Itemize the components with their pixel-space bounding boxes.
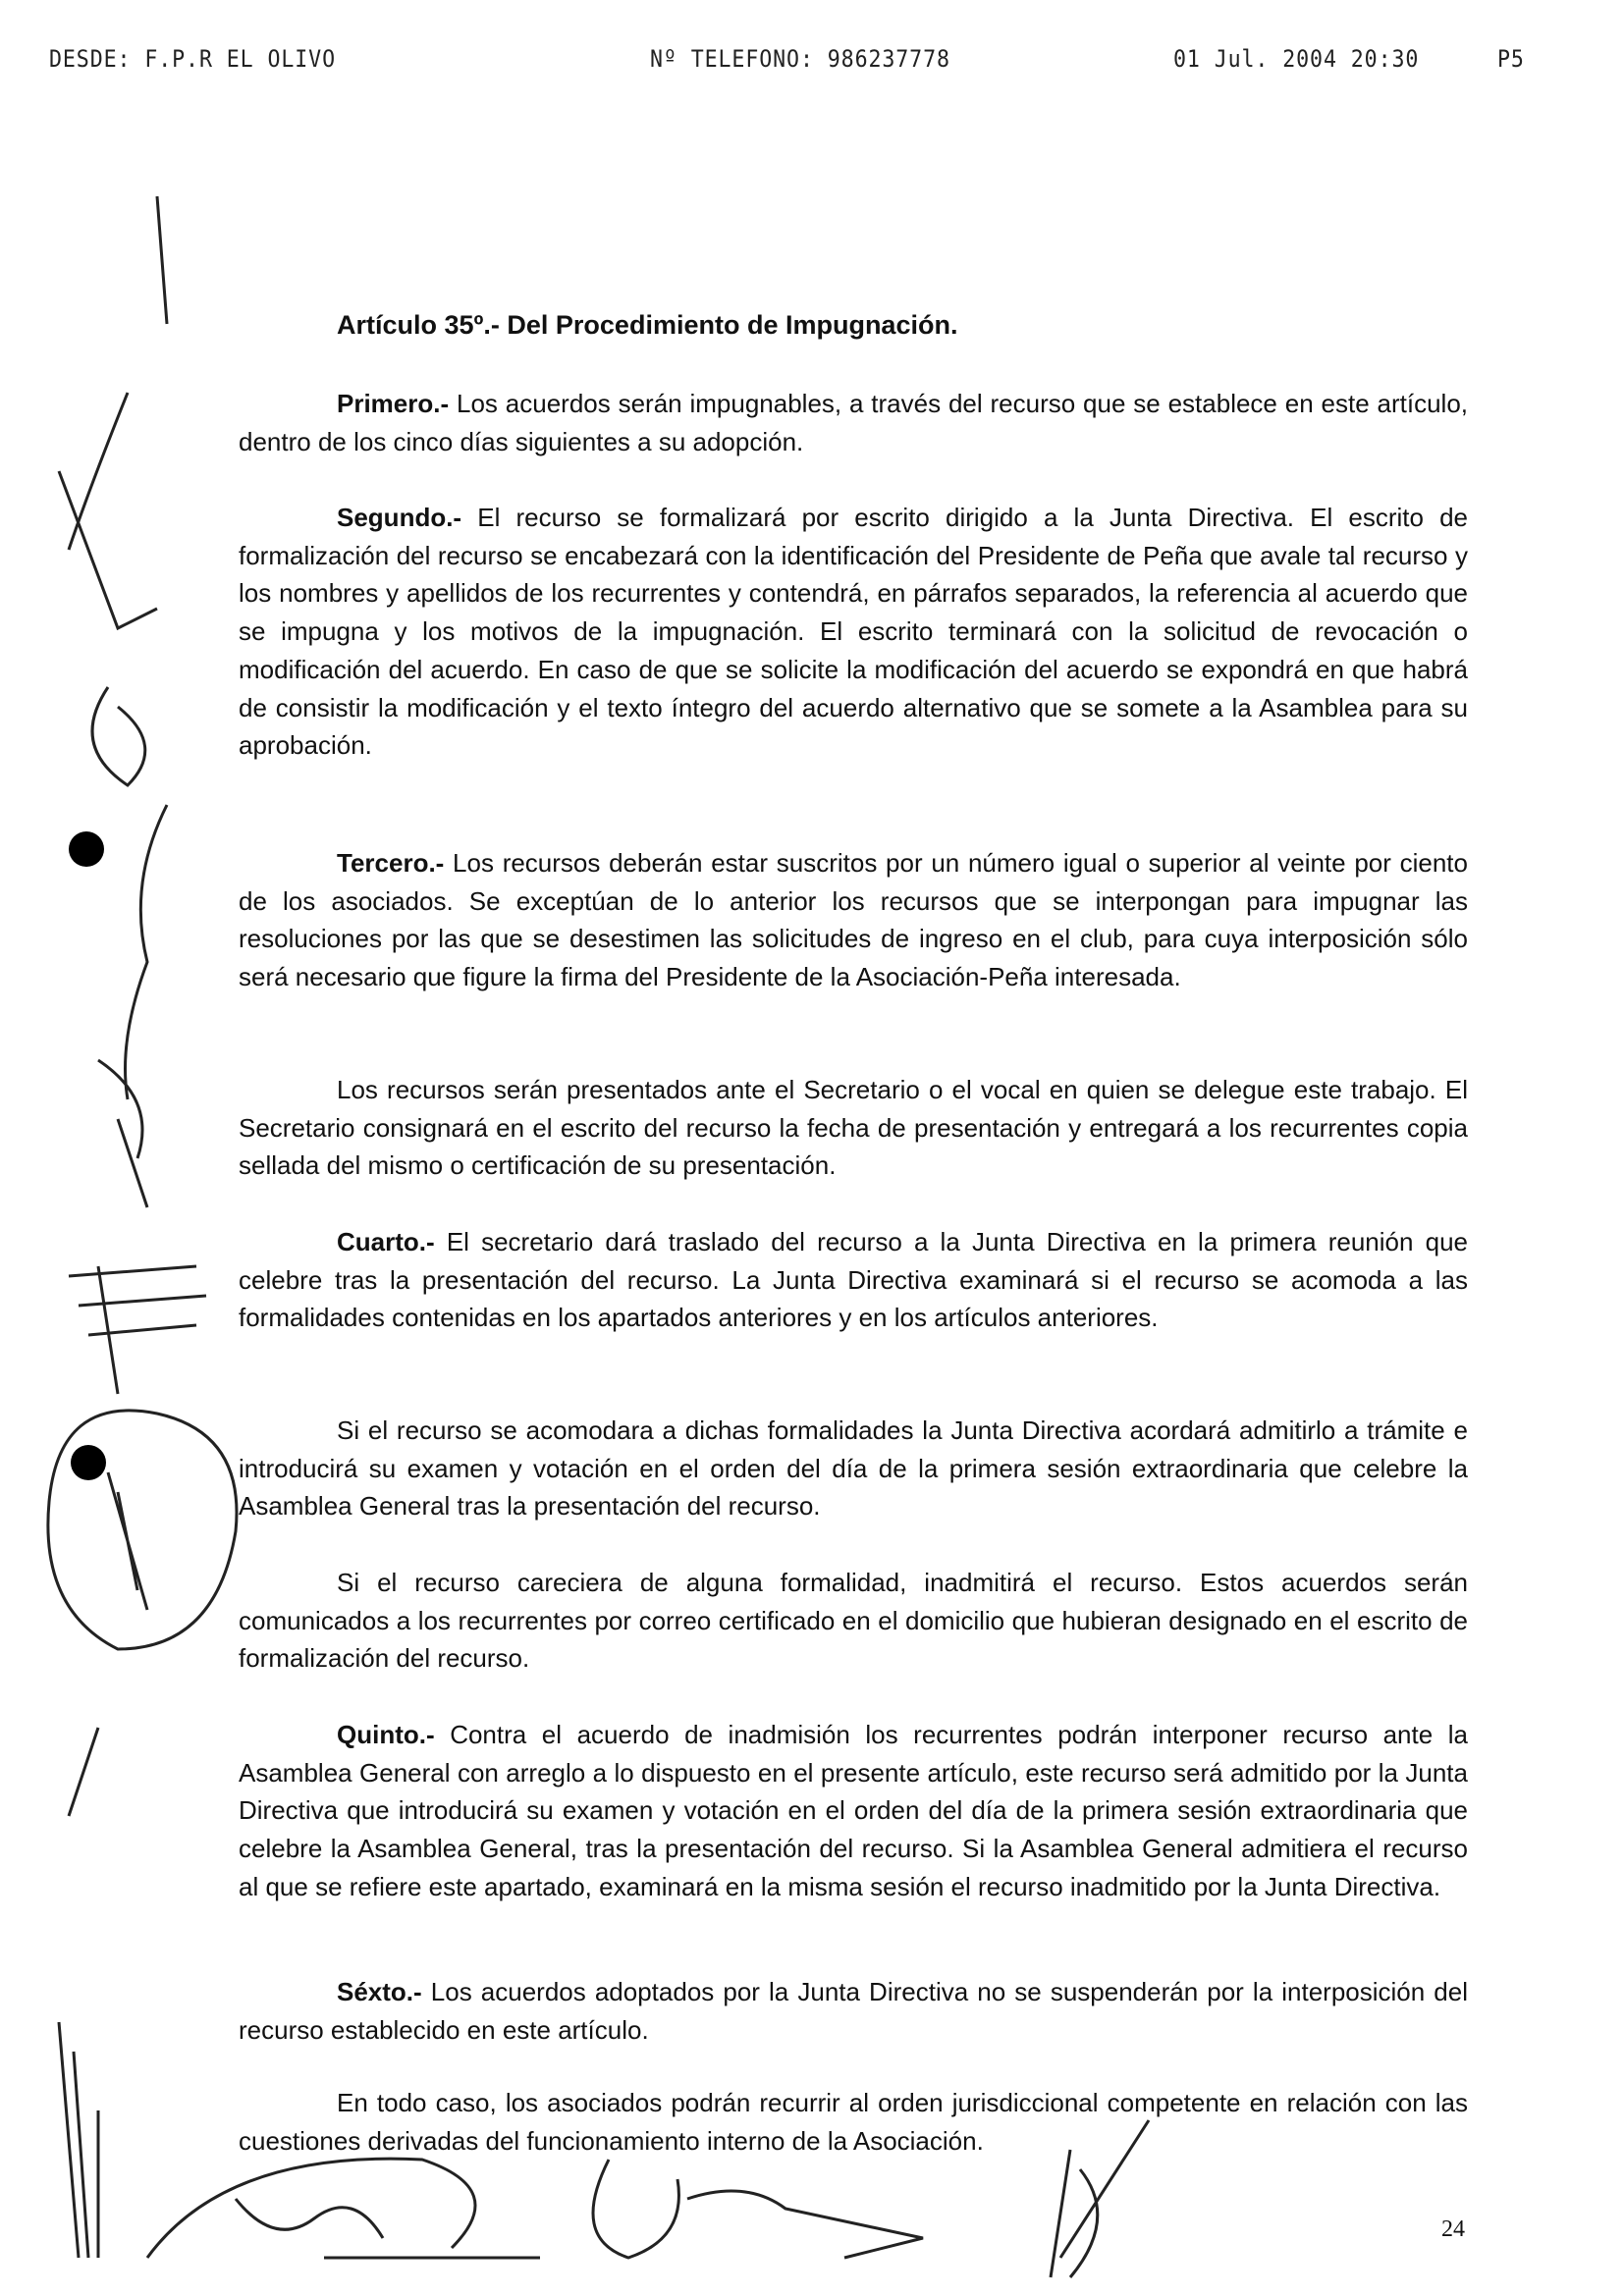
bottom-signature-middle: [593, 2160, 923, 2258]
margin-signature-3: [69, 1266, 206, 1394]
paragraph-tercero: [239, 844, 1468, 996]
paragraph-presentacion: [239, 1071, 1468, 1185]
text: El secretario dará traslado del recurso a la Junta Directiva en la primera reunión que celebre tras la presentación del recurso. La Junta Directiva examinará si el recurso se acomoda a las formalidades contenidas en los apartados anteriores y en los artículos anteriores.: [239, 1227, 1468, 1333]
text: Los recursos serán presentados ante el Secretario o el vocal en quien se delegue este trabajo. El Secretario consignará en el escrito del recurso la fecha de presentación y entregará a los recurrentes copia sellada del mismo o certificación de su presentación.: [239, 1075, 1468, 1181]
paragraph-admision: [239, 1412, 1468, 1525]
margin-signature-2: [98, 805, 167, 1207]
punch-hole-1: [69, 831, 104, 867]
punch-hole-2: [71, 1445, 106, 1480]
lead: Cuarto.-: [337, 1227, 435, 1256]
fax-datetime: 01 Jul. 2004 20:30: [1173, 45, 1420, 73]
text: Los acuerdos serán impugnables, a través del recurso que se establece en este artículo, dentro de los cinco días siguientes a su adopción.: [239, 389, 1468, 456]
margin-signature-4: [48, 1411, 237, 1816]
margin-signature-1: [59, 196, 167, 785]
text: Si el recurso se acomodara a dichas formalidades la Junta Directiva acordará admitirlo a trámite e introducirá su examen y votación en el orden del día de la primera sesión extraordinaria que celebre la Asamblea General tras la presentación del recurso.: [239, 1415, 1468, 1522]
lead: Primero.-: [337, 389, 450, 418]
fax-page: P5: [1497, 45, 1525, 73]
paragraph-cuarto: [239, 1223, 1468, 1337]
text: En todo caso, los asociados podrán recurrir al orden jurisdiccional competente en relación con las cuestiones derivadas del funcionamiento interno de la Asociación.: [239, 2088, 1468, 2156]
text: Los acuerdos adoptados por la Junta Directiva no se suspenderán por la interposición del recurso establecido en este artículo.: [239, 1977, 1468, 2045]
paragraph-quinto: [239, 1716, 1468, 1906]
fax-phone: Nº TELEFONO: 986237778: [650, 45, 950, 73]
lead: Quinto.-: [337, 1720, 435, 1749]
text: Los recursos deberán estar suscritos por un número igual o superior al veinte por ciento de los asociados. Se exceptúan de lo anterior los recursos que se interpongan para impugnar las resoluciones por las que se desestimen las solicitudes de ingreso en el club, para cuya interposición sólo será necesario que figure la firma del Presidente de la Asociación-Peña interesada.: [239, 848, 1468, 992]
article-title: Artículo 35º.- Del Procedimiento de Impugnación.: [337, 310, 958, 340]
text: El recurso se formalizará por escrito dirigido a la Junta Directiva. El escrito de formalización del recurso se encabezará con la identificación del Presidente de Peña que avale tal recurso y los nombres y apellidos de los recurrentes y contendrá, en párrafos separados, la referencia al acuerdo que se impugna y los motivos de la impugnación. El escrito terminará con la solicitud de revocación o modificación del acuerdo. En caso de que se solicite la modificación del acuerdo se expondrá en que habrá de consistir la modificación y el texto íntegro del acuerdo alternativo que se somete a la Asamblea para su aprobación.: [239, 503, 1468, 761]
text: Contra el acuerdo de inadmisión los recurrentes podrán interponer recurso ante la Asamblea General con arreglo a lo dispuesto en el presente artículo, este recurso será admitido por la Junta Directiva que introducirá su examen y votación en el orden del día de la primera sesión extraordinaria que celebre la Asamblea General, tras la presentación del recurso. Si la Asamblea General admitiera el recurso al que se refiere este apartado, examinará en la misma sesión el recurso inadmitido por la Junta Directiva.: [239, 1720, 1468, 1901]
page-number: 24: [1441, 2216, 1465, 2242]
lead: Segundo.-: [337, 503, 462, 532]
paragraph-segundo: [239, 499, 1468, 765]
lead: Tercero.-: [337, 848, 445, 878]
text: Si el recurso careciera de alguna formalidad, inadmitirá el recurso. Estos acuerdos serán comunicados a los recurrentes por correo certificado en el domicilio que hubieran designado en el escrito de formalización del recurso.: [239, 1568, 1468, 1674]
paragraph-inadmision: [239, 1564, 1468, 1678]
lead: Séxto.-: [337, 1977, 422, 2006]
paragraph-final: [239, 2084, 1468, 2160]
fax-from: DESDE: F.P.R EL OLIVO: [49, 45, 336, 73]
paragraph-sexto: [239, 1973, 1468, 2049]
paragraph-primero: [239, 385, 1468, 460]
